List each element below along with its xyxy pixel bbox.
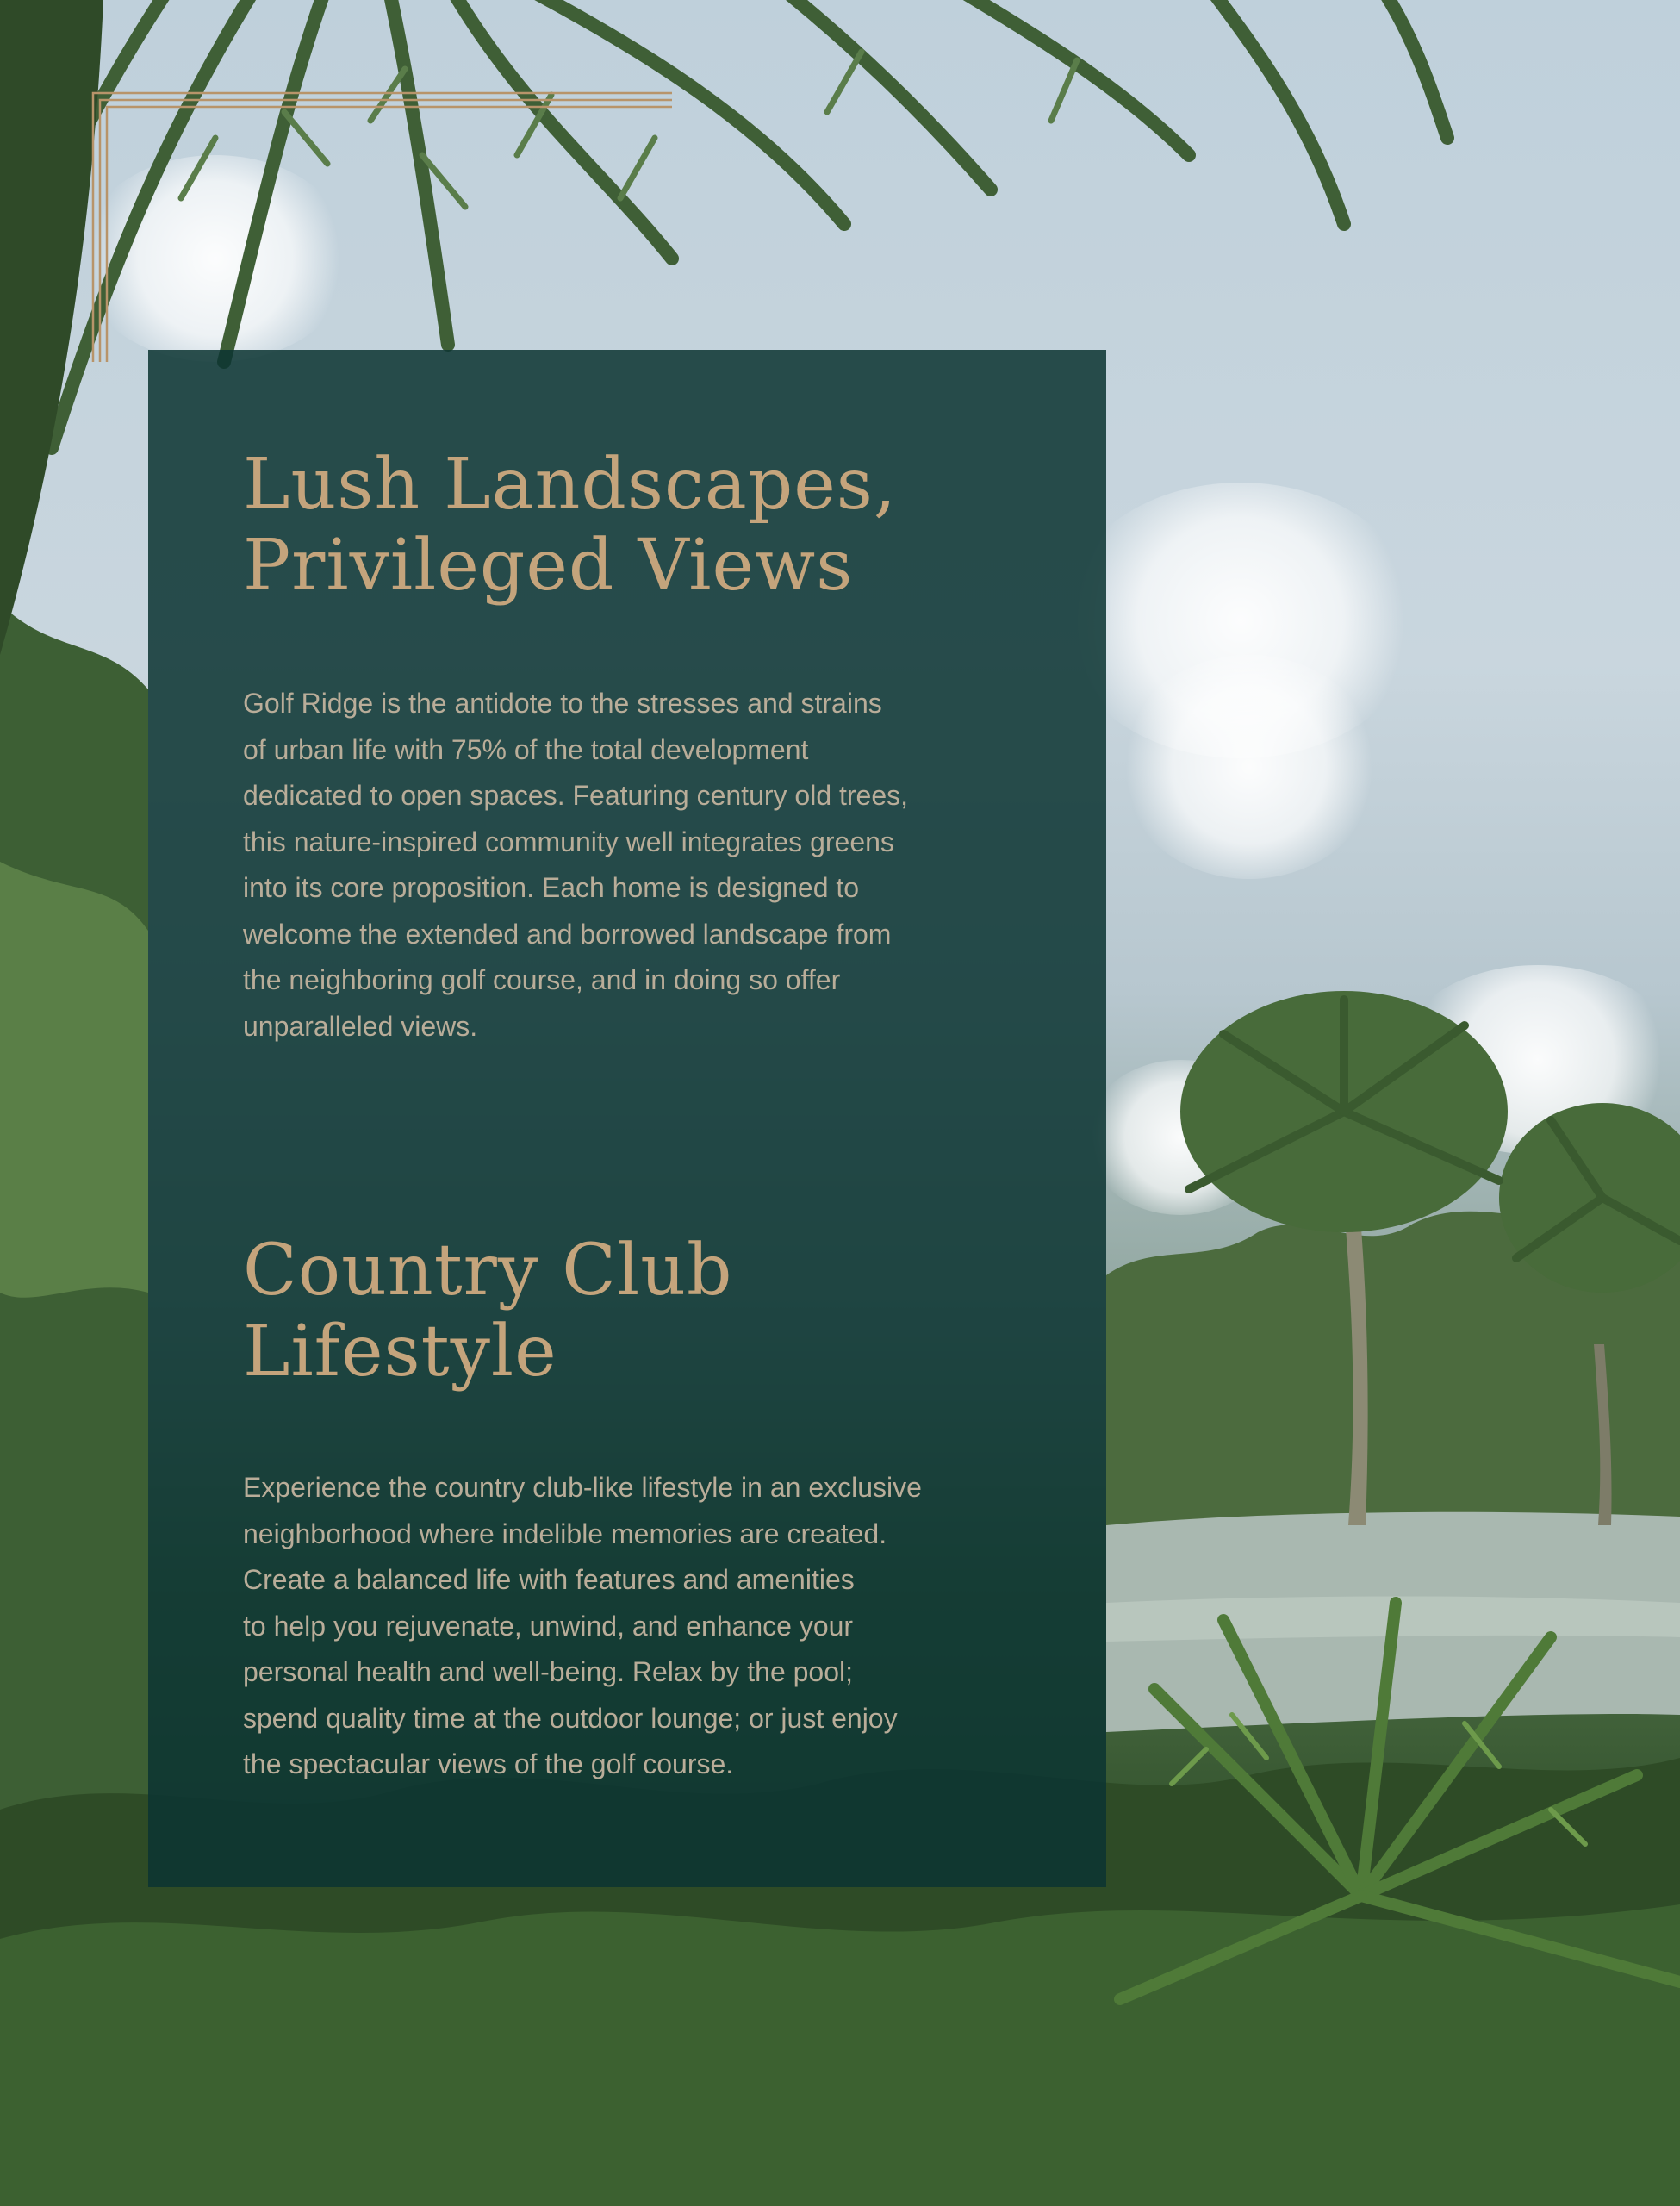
section2-body-line: Create a balanced life with features and amenities (243, 1564, 855, 1595)
section1-body-line: Golf Ridge is the antidote to the stresses and strains (243, 688, 882, 719)
gold-corner-frame-icon (90, 90, 675, 365)
section1-body-line: unparalleled views. (243, 1010, 478, 1042)
section1-body (243, 681, 1018, 1050)
section1-title-line: Lush Landscapes, (243, 444, 897, 526)
section1-body-line: into its core proposition. Each home is designed to (243, 872, 860, 903)
section2-body-line: the spectacular views of the golf course. (243, 1748, 734, 1779)
section2-body-line: personal health and well-being. Relax by the pool; (243, 1656, 854, 1687)
section1-body-line: dedicated to open spaces. Featuring century old trees, (243, 780, 909, 811)
section2-body-line: to help you rejuvenate, unwind, and enhance your (243, 1610, 854, 1642)
content-panel (148, 350, 1106, 1887)
section1-body-line: welcome the extended and borrowed landscape from (243, 918, 892, 950)
section2-body-line: neighborhood where indelible memories are created. (243, 1517, 887, 1549)
section1-title (243, 445, 1018, 607)
section2-body (243, 1465, 1018, 1788)
section2-title (243, 1231, 1018, 1393)
section2-title-line: Country Club (243, 1230, 733, 1312)
section1-body-line: of urban life with 75% of the total development (243, 733, 809, 765)
section1-body-line: the neighboring golf course, and in doing so offer (243, 964, 841, 995)
section1-body-line: this nature-inspired community well integrates greens (243, 826, 894, 857)
section2-body-line: spend quality time at the outdoor lounge; or just enjoy (243, 1702, 898, 1734)
section2-title-line: Lifestyle (243, 1311, 557, 1393)
section2-body-line: Experience the country club-like lifestyle in an exclusive (243, 1472, 922, 1503)
section1-title-line: Privileged Views (243, 525, 854, 607)
